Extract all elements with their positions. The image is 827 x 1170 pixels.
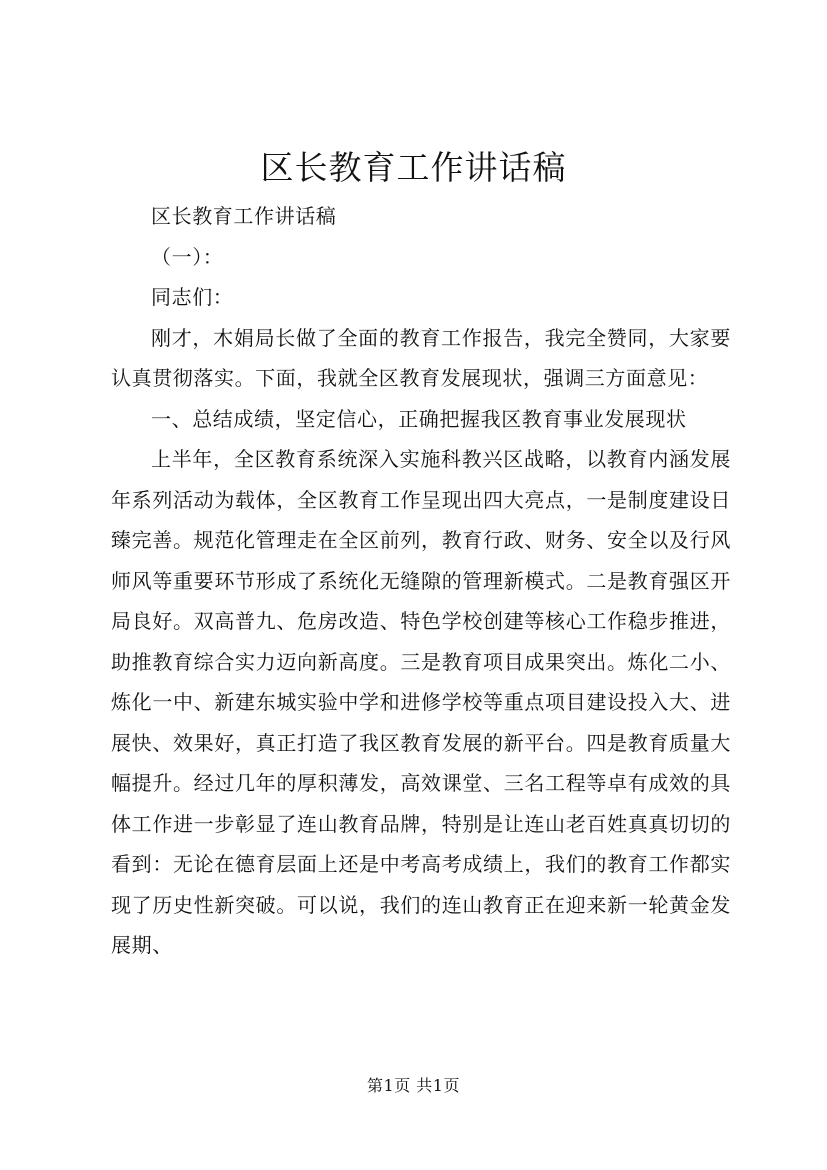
paragraph-opening: 刚才，木娟局长做了全面的教育工作报告，我完全赞同，大家要认真贯彻落实。下面，我就全区教育发展现状，强调三方面意见： [111, 325, 731, 390]
paragraph-heading-one: 一、总结成绩，坚定信心，正确把握我区教育事业发展现状 [151, 406, 687, 431]
document-body [111, 196, 731, 966]
paragraph-achievements: 上半年，全区教育系统深入实施科教兴区战略，以教育内涵发展年系列活动为载体，全区教育工作呈现出四大亮点，一是制度建设日臻完善。规范化管理走在全区前列，教育行政、财务、安全以及行风师风等重要环节形成了系统化无缝隙的管理新模式。二是教育强区开局良好。双高普九、危房改造、特色学校创建等核心工作稳步推进，助推教育综合实力迈向新高度。三是教育项目成果突出。炼化二小、炼化一中、新建东城实验中学和进修学校等重点项目建设投入大、进展快、效果好，真正打造了我区教育发展的新平台。四是教育质量大幅提升。经过几年的厚积薄发，高效课堂、三名工程等卓有成效的具体工作进一步彰显了连山教育品牌，特别是让连山老百姓真真切切的看到：无论在德育层面上还是中考高考成绩上，我们的教育工作都实现了历史性新突破。可以说，我们的连山教育正在迎来新一轮黄金发展期、 [111, 447, 731, 957]
document-title: 区长教育工作讲话稿 [260, 148, 567, 187]
paragraph-section-number: （一）： [151, 244, 224, 269]
paragraph-subtitle: 区长教育工作讲话稿 [151, 204, 337, 228]
page-number-footer: 第1页 共1页 [367, 1076, 460, 1095]
paragraph-salutation: 同志们： [151, 285, 234, 309]
